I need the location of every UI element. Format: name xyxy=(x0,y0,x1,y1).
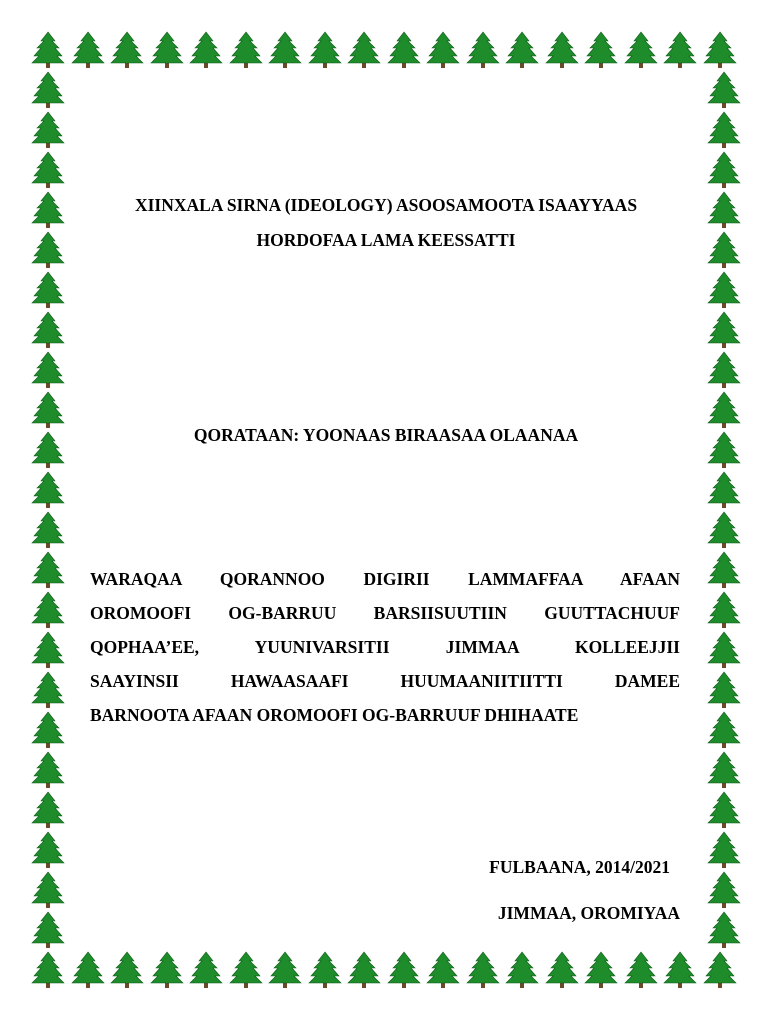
author-line xyxy=(90,420,682,450)
pine-tree-icon xyxy=(147,30,187,70)
pine-tree-icon xyxy=(704,150,744,190)
purpose-statement xyxy=(90,562,680,732)
author-text: QORATAAN: YOONAAS BIRAASAA OLAANAA xyxy=(193,425,579,445)
pine-tree-icon xyxy=(704,190,744,230)
pine-tree-icon xyxy=(704,70,744,110)
pine-tree-icon xyxy=(704,270,744,310)
pine-tree-icon xyxy=(704,510,744,550)
pine-tree-icon xyxy=(28,950,68,990)
pine-tree-icon xyxy=(704,710,744,750)
pine-tree-icon xyxy=(704,790,744,830)
pine-tree-icon xyxy=(28,790,68,830)
pine-tree-icon xyxy=(463,950,503,990)
pine-tree-icon xyxy=(28,590,68,630)
purpose-line-2: OROMOOFI OG-BARRUU BARSIISUUTIIN GUUTTACHUUF xyxy=(90,603,680,623)
pine-tree-icon xyxy=(147,950,187,990)
pine-tree-icon xyxy=(542,950,582,990)
pine-tree-icon xyxy=(68,950,108,990)
pine-tree-icon xyxy=(704,310,744,350)
document-title xyxy=(90,188,682,258)
pine-tree-icon xyxy=(28,310,68,350)
pine-tree-icon xyxy=(704,430,744,470)
submission-date xyxy=(420,852,670,882)
pine-tree-icon xyxy=(186,950,226,990)
pine-tree-icon xyxy=(28,190,68,230)
pine-tree-icon xyxy=(704,910,744,950)
place-text: JIMMAA, OROMIYAA xyxy=(497,903,680,923)
pine-tree-icon xyxy=(423,950,463,990)
pine-tree-icon xyxy=(28,230,68,270)
pine-tree-icon xyxy=(384,30,424,70)
pine-tree-icon xyxy=(305,30,345,70)
pine-tree-icon xyxy=(384,950,424,990)
purpose-line-4: SAAYINSII HAWAASAAFI HUUMAANIITIITTI DAMEE xyxy=(90,671,680,691)
pine-tree-icon xyxy=(28,830,68,870)
purpose-line-5: BARNOOTA AFAAN OROMOOFI OG-BARRUUF DHIHAATE xyxy=(90,705,579,725)
pine-tree-icon xyxy=(28,430,68,470)
pine-tree-icon xyxy=(68,30,108,70)
pine-tree-icon xyxy=(704,390,744,430)
pine-tree-icon xyxy=(704,550,744,590)
pine-tree-icon xyxy=(704,470,744,510)
pine-tree-icon xyxy=(502,950,542,990)
pine-tree-icon xyxy=(542,30,582,70)
pine-tree-icon xyxy=(502,30,542,70)
pine-tree-icon xyxy=(28,110,68,150)
pine-tree-icon xyxy=(186,30,226,70)
pine-tree-icon xyxy=(28,150,68,190)
pine-tree-icon xyxy=(704,630,744,670)
pine-tree-icon xyxy=(28,470,68,510)
pine-tree-icon xyxy=(344,950,384,990)
date-text: FULBAANA, 2014/2021 xyxy=(489,857,670,877)
pine-tree-icon xyxy=(28,350,68,390)
title-line-1: XIINXALA SIRNA (IDEOLOGY) ASOOSAMOOTA ISAAYYAAS xyxy=(134,195,638,215)
pine-tree-icon xyxy=(28,390,68,430)
pine-tree-icon xyxy=(704,870,744,910)
pine-tree-icon xyxy=(28,630,68,670)
pine-tree-icon xyxy=(581,950,621,990)
pine-tree-icon xyxy=(621,950,661,990)
purpose-line-3: QOPHAA’EE, YUUNIVARSITII JIMMAA KOLLEEJJII xyxy=(90,637,680,657)
pine-tree-icon xyxy=(265,950,305,990)
pine-tree-icon xyxy=(28,550,68,590)
pine-tree-icon xyxy=(28,30,68,70)
pine-tree-icon xyxy=(107,950,147,990)
pine-tree-icon xyxy=(28,750,68,790)
pine-tree-icon xyxy=(28,710,68,750)
pine-tree-icon xyxy=(107,30,147,70)
submission-place xyxy=(420,898,680,928)
pine-tree-icon xyxy=(704,670,744,710)
pine-tree-icon xyxy=(305,950,345,990)
pine-tree-icon xyxy=(226,950,266,990)
pine-tree-icon xyxy=(704,750,744,790)
title-line-2: HORDOFAA LAMA KEESSATTI xyxy=(256,230,516,250)
pine-tree-icon xyxy=(28,270,68,310)
purpose-line-1: WARAQAA QORANNOO DIGIRII LAMMAFFAA AFAAN xyxy=(90,569,680,589)
pine-tree-icon xyxy=(660,30,700,70)
pine-tree-icon xyxy=(700,30,740,70)
pine-tree-icon xyxy=(704,830,744,870)
pine-tree-icon xyxy=(28,870,68,910)
pine-tree-icon xyxy=(28,670,68,710)
pine-tree-icon xyxy=(344,30,384,70)
pine-tree-icon xyxy=(700,950,740,990)
pine-tree-icon xyxy=(28,70,68,110)
pine-tree-icon xyxy=(704,230,744,270)
pine-tree-icon xyxy=(660,950,700,990)
pine-tree-icon xyxy=(704,590,744,630)
pine-tree-icon xyxy=(423,30,463,70)
pine-tree-icon xyxy=(265,30,305,70)
pine-tree-icon xyxy=(463,30,503,70)
pine-tree-icon xyxy=(581,30,621,70)
pine-tree-icon xyxy=(226,30,266,70)
pine-tree-icon xyxy=(28,910,68,950)
pine-tree-icon xyxy=(621,30,661,70)
pine-tree-icon xyxy=(704,350,744,390)
pine-tree-icon xyxy=(28,510,68,550)
pine-tree-icon xyxy=(704,110,744,150)
